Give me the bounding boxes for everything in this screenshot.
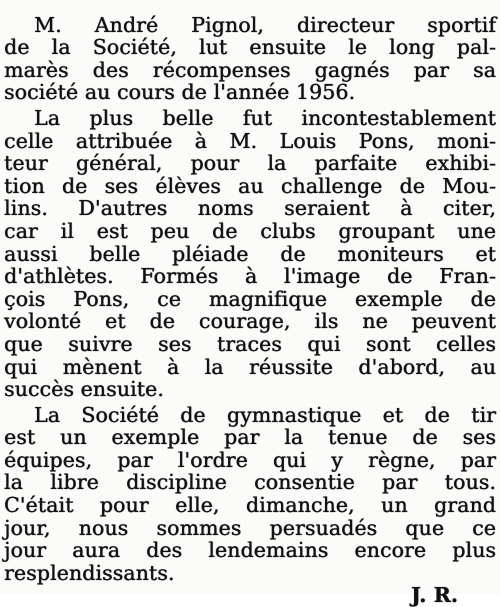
article-paragraph-1 <box>4 0 496 104</box>
article-line: lins. D'autres noms seraient à citer, <box>4 196 496 221</box>
article-line: que suivre ses traces qui sont celles <box>4 331 496 356</box>
article-paragraph-2 <box>4 107 496 401</box>
article-line: succès ensuite. <box>4 377 164 402</box>
article-line: çois Pons, ce magnifique exemple de <box>4 286 496 311</box>
article-line: resplendissants. <box>4 560 175 585</box>
article-column <box>4 0 496 607</box>
article-line: volonté et de courage, ils ne peuvent <box>4 309 496 334</box>
article-line: d'athlètes. Formés à l'image de Fran- <box>4 264 496 289</box>
article-paragraph-3 <box>4 404 496 585</box>
article-line: car il est peu de clubs groupant une <box>4 218 496 243</box>
article-line: équipes, par l'ordre qui y règne, par <box>4 447 496 472</box>
article-line: La plus belle fut incontestablement <box>34 105 496 130</box>
article-line: aussi belle pléiade de moniteurs et <box>4 241 496 266</box>
article-line: qui mènent à la réussite d'abord, au <box>4 354 496 379</box>
article-line: teur général, pour la parfaite exhibi- <box>4 151 496 176</box>
article-line <box>4 0 496 14</box>
article-line: marès des récompenses gagnés par sa <box>4 57 496 82</box>
article-line: La Société de gymnastique et de tir <box>34 402 496 427</box>
article-line: jour, nous sommes persuadés que ce <box>4 515 496 540</box>
article-line: est un exemple par la tenue de ses <box>4 425 496 450</box>
article-line: de la Société, lut ensuite le long pal- <box>4 35 496 60</box>
author-signature: J. R. <box>410 583 458 607</box>
article-line: M. André Pignol, directeur sportif <box>34 12 496 37</box>
article-line: celle attribuée à M. Louis Pons, moni- <box>4 128 496 153</box>
article-line: la libre discipline consentie par tous. <box>4 470 496 495</box>
article-line: société au cours de l'année 1956. <box>4 80 356 105</box>
article-line: jour aura des lendemains encore plus <box>4 538 496 563</box>
article-line: tion de ses élèves au challenge de Mou- <box>4 173 496 198</box>
article-line: C'était pour elle, dimanche, un grand <box>4 493 496 518</box>
